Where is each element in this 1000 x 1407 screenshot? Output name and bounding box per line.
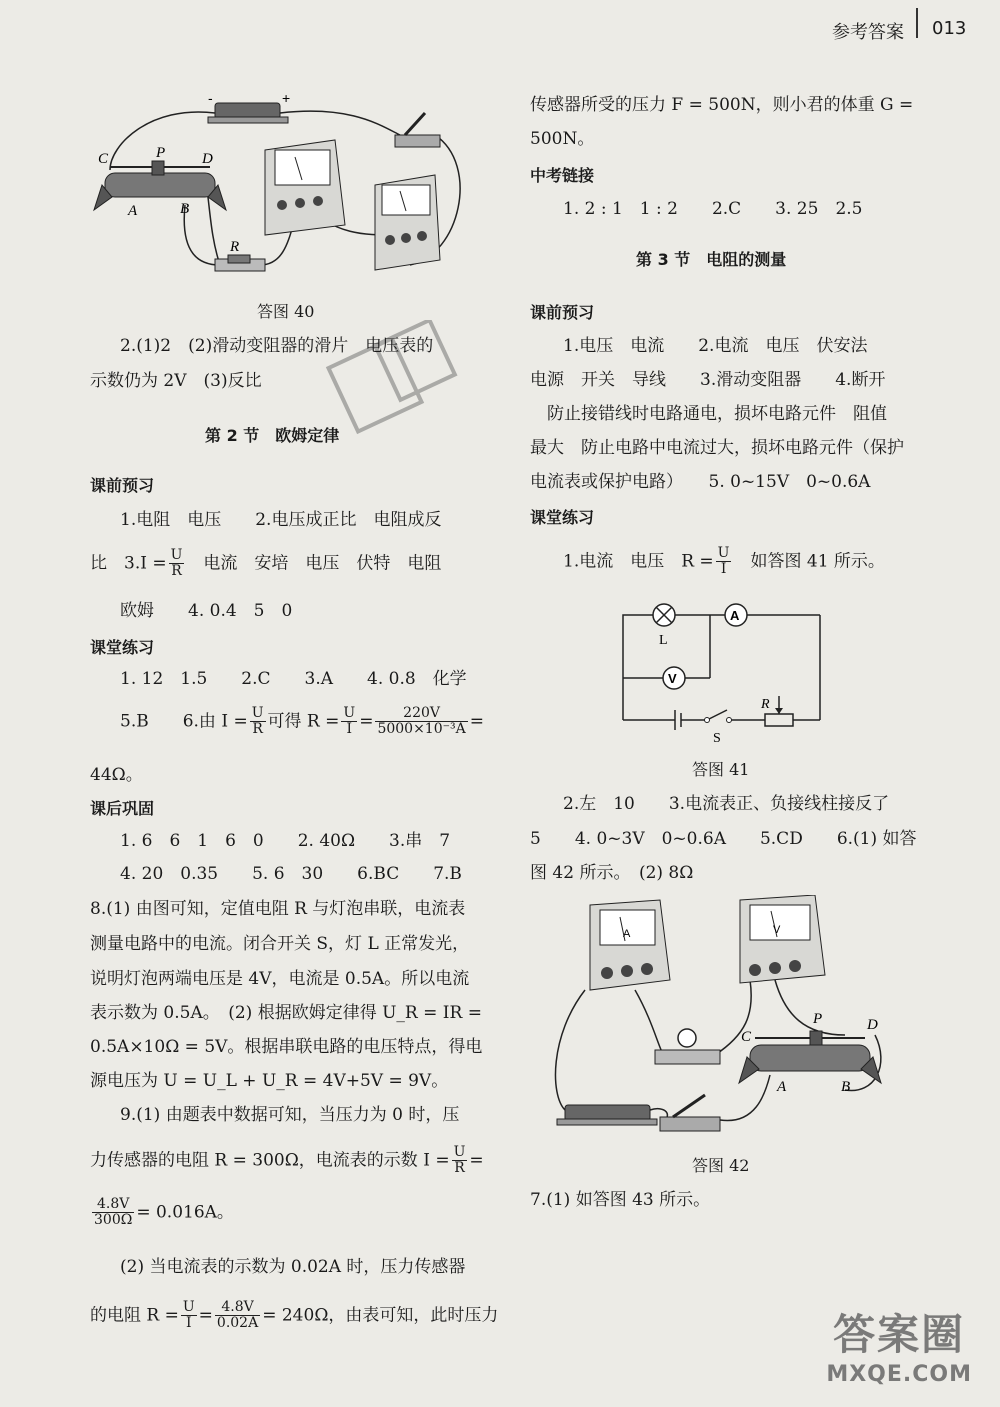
left-h9-line4: (2) 当电流表的示数为 0.02A 时，压力传感器 [120, 1257, 466, 1277]
left-h8-line3: 说明灯泡两端电压是 4V，电流是 0.5A。所以电流 [90, 969, 470, 989]
fig41-label-v: V [668, 671, 677, 686]
figure-42-caption: 答图 42 [692, 1156, 750, 1175]
fig40-label-plus: + [282, 90, 291, 106]
fig41-label-s: S [713, 731, 721, 745]
fig40-label-c: C [98, 151, 109, 167]
fraction-u-over-r-3: $\frac{U}{R}$ [453, 1144, 466, 1177]
left-t-line3: 44Ω。 [90, 765, 143, 785]
right-c-line1 [563, 546, 885, 578]
left-kqyx-heading: 课前预习 [90, 476, 155, 495]
left-h9e-eq: = [198, 1305, 213, 1326]
right-c-line2: 2.左 10 3.电流表正、负接线柱接反了 [563, 794, 890, 814]
left-t2-mid: 可得 R = [267, 711, 340, 732]
left-h9b-pre: 力传感器的电阻 R = 300Ω，电流表的示数 I = [90, 1150, 450, 1171]
figure-41-caption: 答图 41 [692, 760, 750, 779]
left-t2-eq: = [359, 711, 374, 732]
fig40-label-d: D [202, 151, 213, 167]
left-h9-line1: 9.(1) 由题表中数据可知，当压力为 0 时，压 [120, 1105, 460, 1125]
left-ktlx-heading: 课堂练习 [90, 638, 155, 657]
figure-40-caption: 答图 40 [257, 302, 315, 321]
right-p-line2: 电源 开关 导线 3.滑动变阻器 4.断开 [530, 370, 886, 390]
right-p-line5: 电流表或保护电路） 5. 0~15V 0~0.6A [530, 472, 871, 492]
right-c1-pre: 1.电流 电压 R = [563, 551, 714, 572]
fig42-label-a-meter: A [623, 928, 631, 940]
fig40-label-p: P [156, 145, 166, 161]
fraction-u-over-i-2: $\frac{U}{I}$ [182, 1299, 195, 1332]
right-r-line1: 传感器所受的压力 F = 500N，则小君的体重 G = [530, 95, 914, 115]
fig40-label-b: B [180, 201, 190, 217]
fraction-u-over-i-3: $\frac{U}{I}$ [717, 545, 730, 578]
left-k-line3: 欧姆 4. 0.4 5 0 [120, 601, 293, 621]
right-z-line1: 1. 2 : 1 1 : 2 2.C 3. 25 2.5 [563, 199, 863, 219]
left-h-line2: 4. 20 0.35 5. 6 30 6.BC 7.B [120, 864, 462, 884]
right-c-line3: 5 4. 0~3V 0~0.6A 5.CD 6.(1) 如答 [530, 829, 917, 849]
right-c-line4: 图 42 所示。 (2) 8Ω [530, 863, 694, 883]
fig42-label-d: D [867, 1017, 878, 1033]
left-h-line1: 1. 6 6 1 6 0 2. 40Ω 3.串 7 [120, 831, 451, 851]
fig42-label-v: V [773, 924, 781, 936]
fraction-u-over-r: $\frac{U}{R}$ [170, 547, 183, 580]
left-k-line1: 1.电阻 电压 2.电压成正比 电阻成反 [120, 510, 442, 530]
fig40-label-a: A [128, 203, 138, 219]
right-c1-end: 如答图 41 所示。 [733, 551, 885, 572]
left-q2-line2: 示数仍为 2V (3)反比 [90, 371, 262, 391]
right-r-line2: 500N。 [530, 129, 595, 149]
right-p-line4: 最大 防止电路中电流过大，损坏电路元件（保护 [530, 438, 904, 458]
left-h9e-pre: 的电阻 R = [90, 1305, 179, 1326]
running-header-title: 参考答案 [832, 22, 904, 43]
left-h9b-end: = [469, 1150, 484, 1171]
fraction-u-over-i: $\frac{U}{I}$ [343, 705, 356, 738]
left-h9-line2 [90, 1145, 484, 1177]
fraction-4-8v-300: $\frac{4.8V}{300\Omega}$ [94, 1196, 133, 1229]
figure-41-circuit [615, 600, 830, 745]
left-h9c-end: = 0.016A。 [136, 1202, 234, 1223]
left-h8-line1: 8.(1) 由图可知，定值电阻 R 与灯泡串联，电流表 [90, 899, 466, 919]
watermark-logo [826, 1302, 972, 1387]
right-kqyx-heading: 课前预习 [530, 303, 595, 322]
section-2-title: 第 2 节 欧姆定律 [205, 426, 340, 445]
left-h8-line4: 表示数为 0.5A。 (2) 根据欧姆定律得 U_R = IR = [90, 1003, 482, 1023]
right-p-line3: 防止接错线时电路通电，损坏电路元件 阻值 [547, 404, 887, 424]
fraction-4-8v-002: $\frac{4.8V}{0.02A}$ [216, 1299, 259, 1332]
right-zklj-heading: 中考链接 [530, 166, 595, 185]
fig40-label-r: R [230, 239, 240, 255]
left-q2-line1: 2.(1)2 (2)滑动变阻器的滑片 电压表的 [120, 336, 434, 356]
figure-40-circuit [90, 85, 470, 295]
right-ktlx-heading: 课堂练习 [530, 508, 595, 527]
left-k-line2 [90, 548, 441, 580]
left-h8-line6: 源电压为 U = U_L + U_R = 4V+5V = 9V。 [90, 1071, 449, 1091]
fig42-label-p: P [813, 1011, 823, 1027]
left-t2-end: = [469, 711, 484, 732]
page-number: 013 [932, 18, 967, 39]
fig41-label-l: L [659, 633, 668, 648]
left-h9-line3 [90, 1197, 234, 1229]
watermark-big: 答案圈 [833, 1310, 966, 1359]
left-h9-line5 [90, 1300, 498, 1332]
left-h8-line5: 0.5A×10Ω = 5V。根据串联电路的电压特点，得电 [90, 1037, 483, 1057]
fraction-u-over-r-2: $\frac{U}{R}$ [251, 705, 264, 738]
fig42-label-b: B [841, 1079, 851, 1095]
watermark-small: MXQE.COM [826, 1362, 972, 1387]
right-c-line7: 7.(1) 如答图 43 所示。 [530, 1190, 711, 1210]
left-t2-pre: 5.B 6.由 I = [120, 711, 248, 732]
left-khgg-heading: 课后巩固 [90, 799, 155, 818]
fraction-220v: $\frac{220V}{\text{5000×10⁻³A}}$ [377, 705, 466, 738]
section-3-title: 第 3 节 电阻的测量 [636, 250, 787, 269]
left-t-line1: 1. 12 1.5 2.C 3.A 4. 0.8 化学 [120, 669, 467, 689]
left-h9e-end: = 240Ω，由表可知，此时压力 [262, 1305, 499, 1326]
left-h8-line2: 测量电路中的电流。闭合开关 S，灯 L 正常发光， [90, 934, 470, 954]
fig40-label-minus: - [208, 90, 213, 106]
fig41-label-a: A [730, 608, 740, 623]
fig42-label-a: A [777, 1079, 787, 1095]
left-k2-post: 电流 安培 电压 伏特 电阻 [186, 553, 442, 574]
right-p-line1: 1.电压 电流 2.电流 电压 伏安法 [563, 336, 868, 356]
left-k2-pre: 比 3.I = [90, 553, 167, 574]
fig41-label-r: R [761, 697, 770, 712]
left-t-line2 [120, 706, 484, 738]
fig42-label-c: C [741, 1029, 752, 1045]
header-divider [916, 8, 918, 38]
figure-42-circuit [545, 895, 890, 1145]
